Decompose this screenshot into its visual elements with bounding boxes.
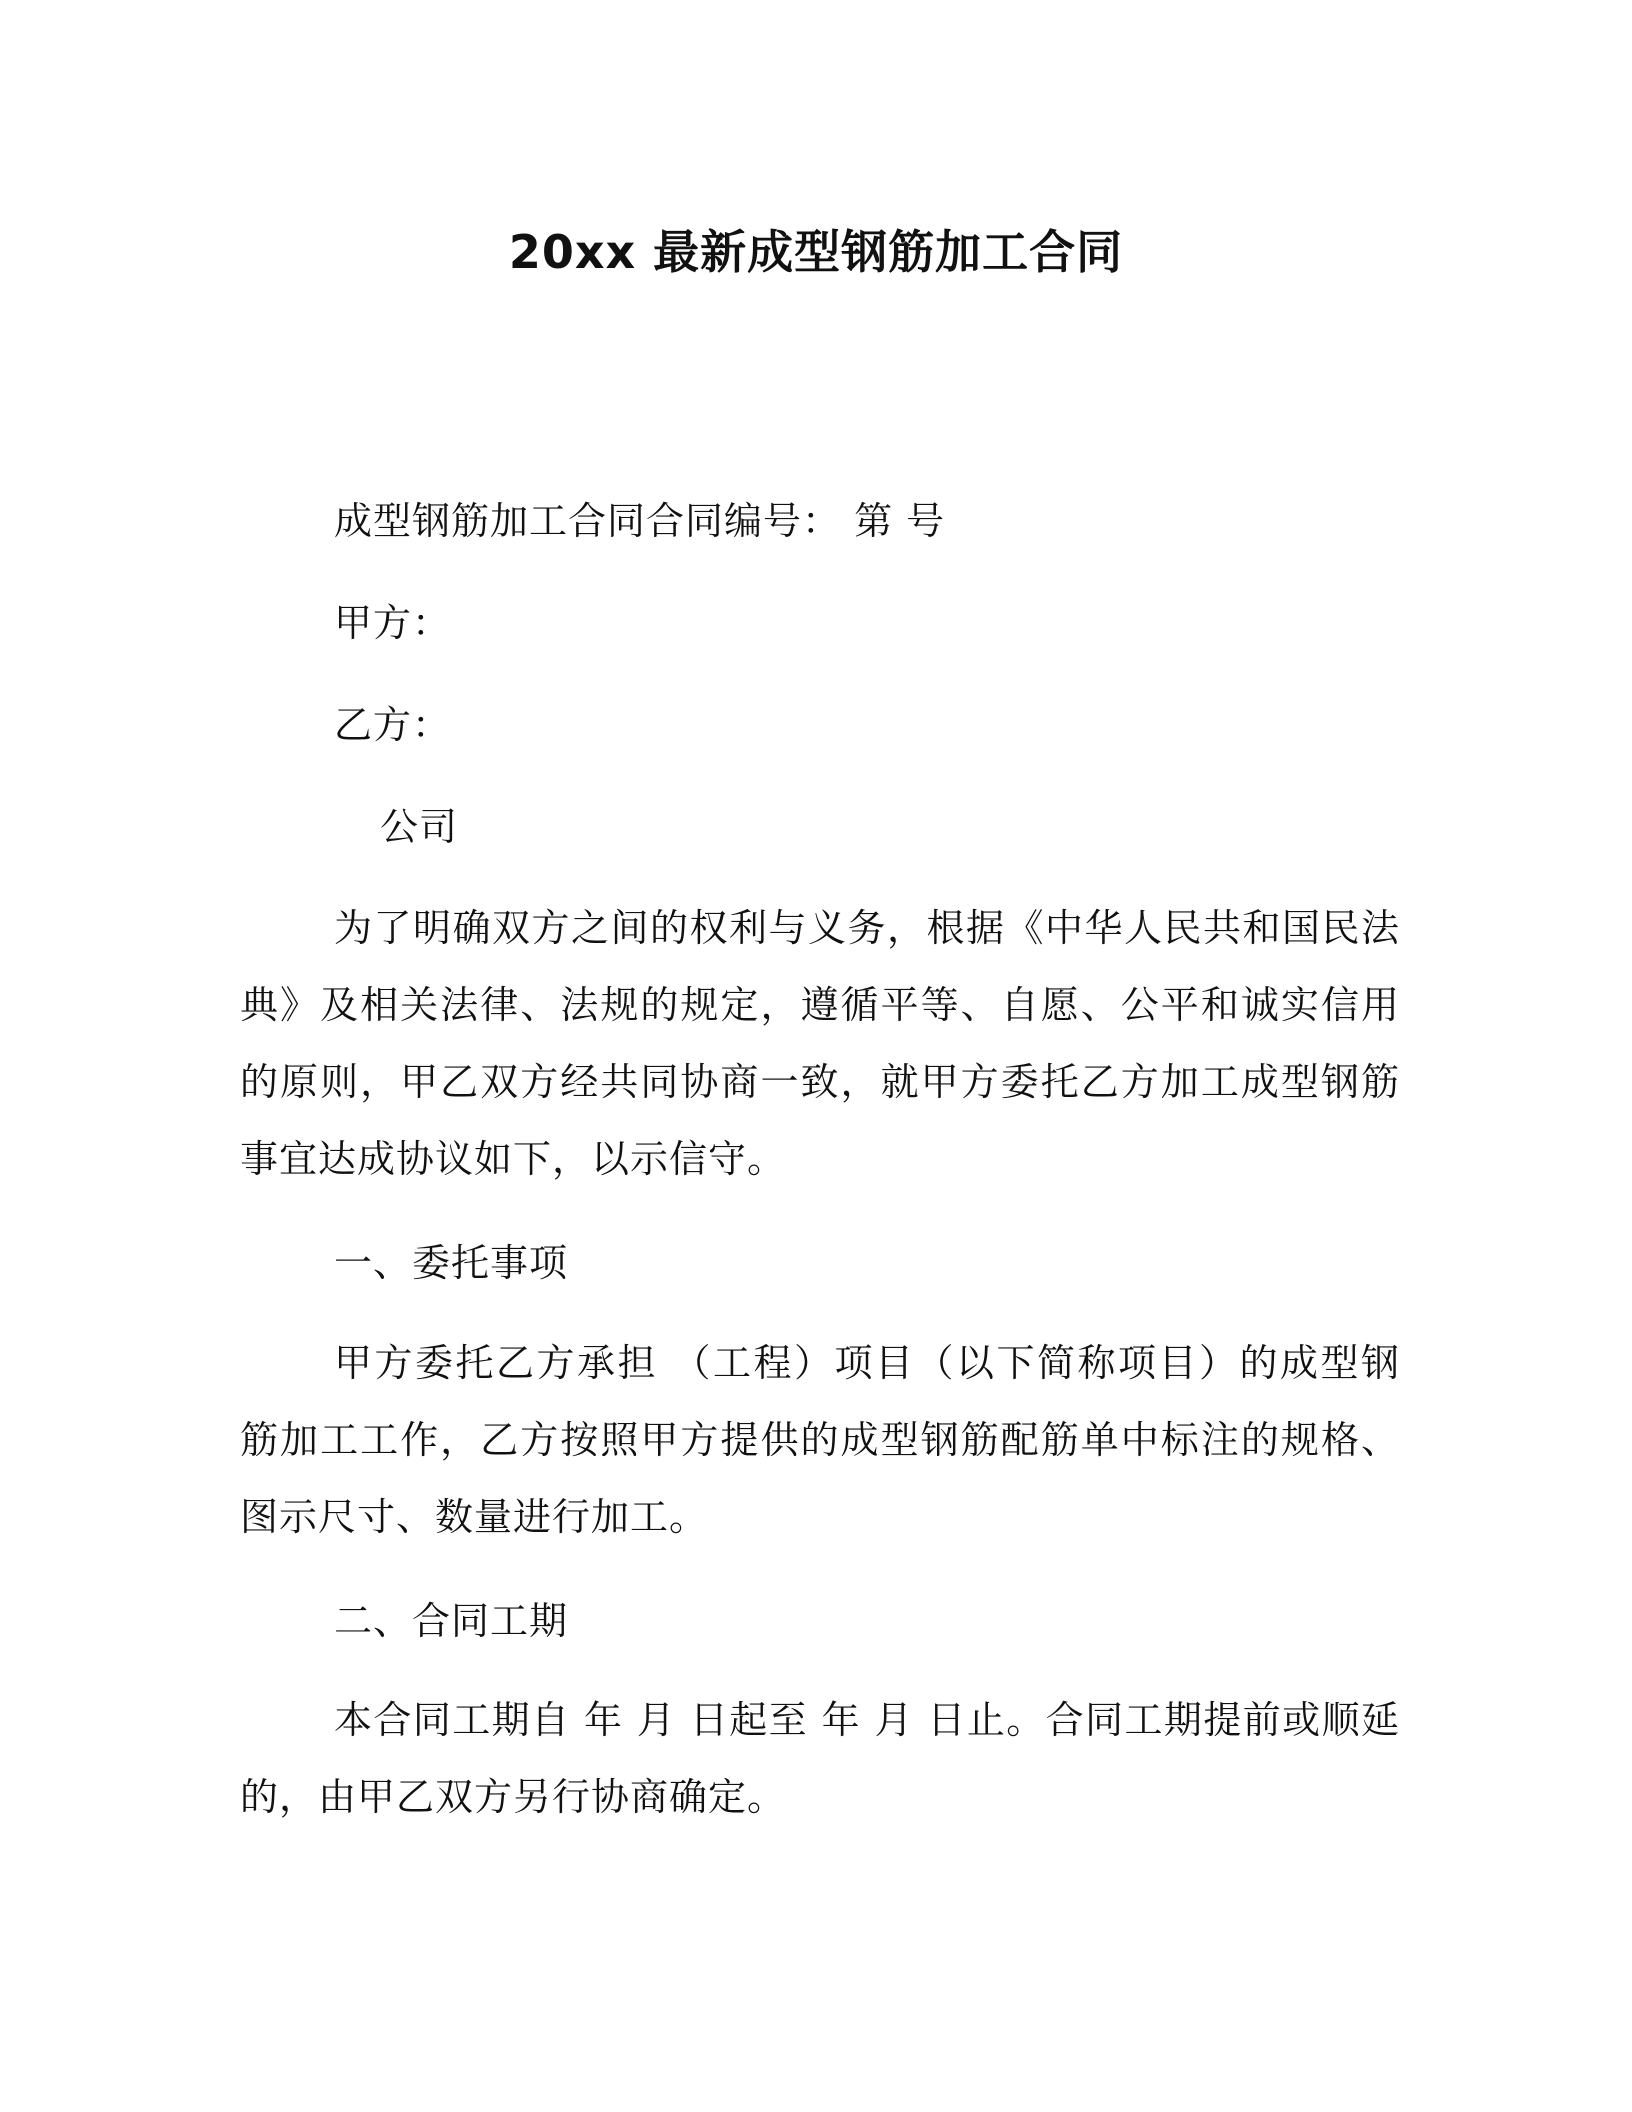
party-a-label: 甲方： [334,601,452,645]
company-label: 公司 [380,805,459,849]
contract-number-line: 成型钢筋加工合同合同编号： 第 号 [334,499,946,543]
section-1-heading: 一、委托事项 [334,1241,569,1285]
section-2-paragraph: 本合同工期自 年 月 日起至 年 月 日止。合同工期提前或顺延的，由甲乙双方另行协商确定。 [240,1698,1400,1819]
section-2-heading: 二、合同工期 [334,1599,569,1643]
section-1-paragraph: 甲方委托乙方承担 （工程）项目（以下简称项目）的成型钢筋加工工作，乙方按照甲方提供的成型钢筋配筋单中标注的规格、图示尺寸、数量进行加工。 [240,1341,1400,1539]
document-title: 20xx 最新成型钢筋加工合同 [508,225,1124,279]
intro-paragraph: 为了明确双方之间的权利与义务，根据《中华人民共和国民法典》及相关法律、法规的规定，遵循平等、自愿、公平和诚实信用的原则，甲乙双方经共同协商一致，就甲方委托乙方加工成型钢筋事宜达成协议如下，以示信守。 [240,906,1400,1181]
party-b-label: 乙方： [334,703,452,747]
